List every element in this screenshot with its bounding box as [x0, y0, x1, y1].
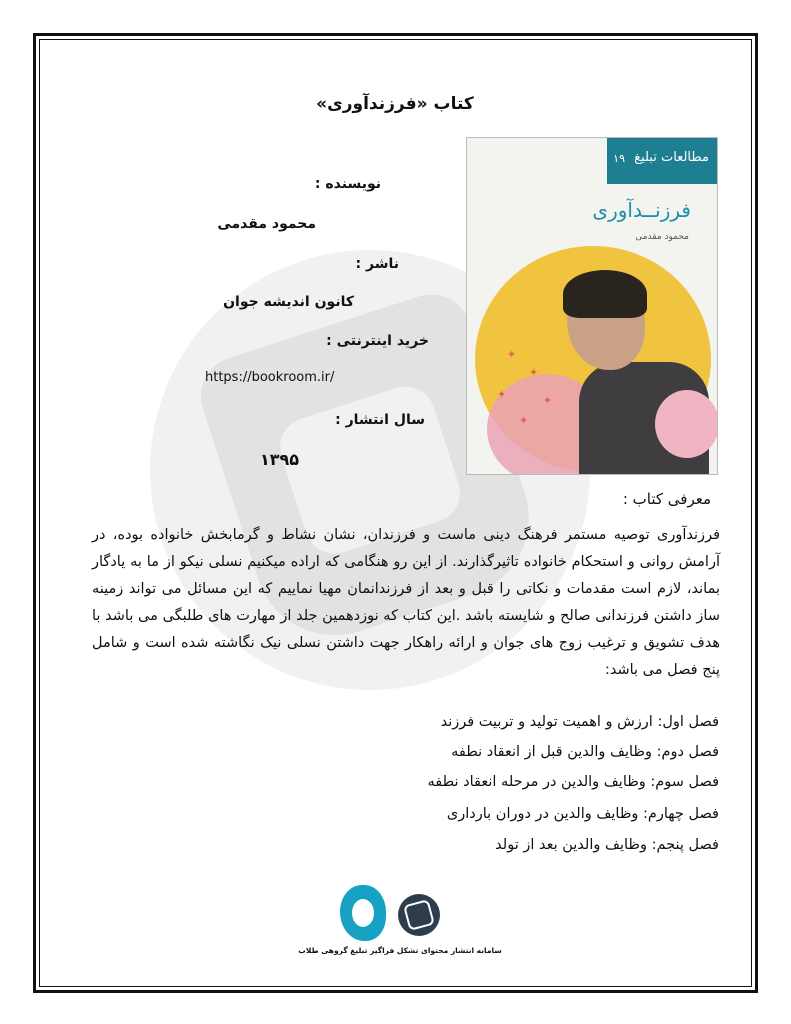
- chapter-item: فصل سوم: وظایف والدین در مرحله انعقاد نطفه: [427, 774, 719, 790]
- intro-heading: معرفی کتاب :: [622, 490, 711, 508]
- year-label: سال انتشار :: [335, 412, 425, 428]
- cover-backpack: [655, 390, 718, 458]
- online-purchase-link[interactable]: https://bookroom.ir/: [205, 370, 335, 385]
- footer-caption: سامانه انتشار محتوای تشکل فراگیر تبلیغ گروهی طلاب: [298, 946, 502, 955]
- bird-icon: ✦: [497, 388, 507, 401]
- chapter-item: فصل دوم: وظایف والدین قبل از انعقاد نطفه: [451, 744, 719, 760]
- year-value: ۱۳۹۵: [260, 450, 300, 469]
- publisher-label: ناشر :: [355, 256, 399, 272]
- chapter-item: فصل پنجم: وظایف والدین بعد از تولد: [495, 837, 719, 853]
- author-value: محمود مقدمی: [217, 216, 316, 232]
- author-label: نویسنده :: [314, 176, 381, 192]
- intro-paragraph: فرزندآوری توصیه مستمر فرهنگ دینی ماست و فرزندان، نشان نشاط و گرمابخش خانواده بوده، در آرامش روانی و استحکام خانواده تاثیرگذارند. از این رو هنگامی که اراده میکنیم نسلی نیکو از ما به یادگار بماند، لازم است مقدمات و نکاتی را قبل و بعد از فرزندانمان مهیا نماییم که این مسائل می تواند زمینه ساز داشتن فرزندانی صالح و شایسته باشد .این کتاب که نوزدهمین جلد از مهارت های طلبگی می باشد با هدف تشویق و ترغیب زوج های جوان و ارائه راهکار جهت داشتن نسلی نیک نگاشته شده است و شامل پنج فصل می باشد:: [92, 527, 720, 678]
- cover-series-name: مطالعات تبلیغ: [634, 150, 709, 165]
- bird-icon: ✦: [507, 348, 517, 361]
- online-purchase-label: خرید اینترنتی :: [326, 333, 429, 349]
- cover-boy-hair: [563, 270, 647, 318]
- chapter-item: فصل اول: ارزش و اهمیت تولید و تربیت فرزند: [440, 714, 719, 730]
- book-cover-image: [466, 137, 718, 475]
- organization-logo-circle: [398, 894, 440, 936]
- cover-author: محمود مقدمی: [635, 232, 689, 242]
- page-title: کتاب «فرزندآوری»: [316, 94, 474, 114]
- bird-icon: ✦: [543, 394, 553, 407]
- bird-icon: ✦: [519, 414, 529, 427]
- bird-icon: ✦: [529, 366, 539, 379]
- chapter-item: فصل چهارم: وظایف والدین در دوران بارداری: [446, 806, 719, 822]
- publisher-value: کانون اندیشه جوان: [223, 294, 354, 310]
- cover-series-number: ۱۹: [613, 152, 625, 165]
- organization-logo-calligraphy: [340, 885, 386, 941]
- cover-title: فرزنــدآوری: [592, 198, 691, 222]
